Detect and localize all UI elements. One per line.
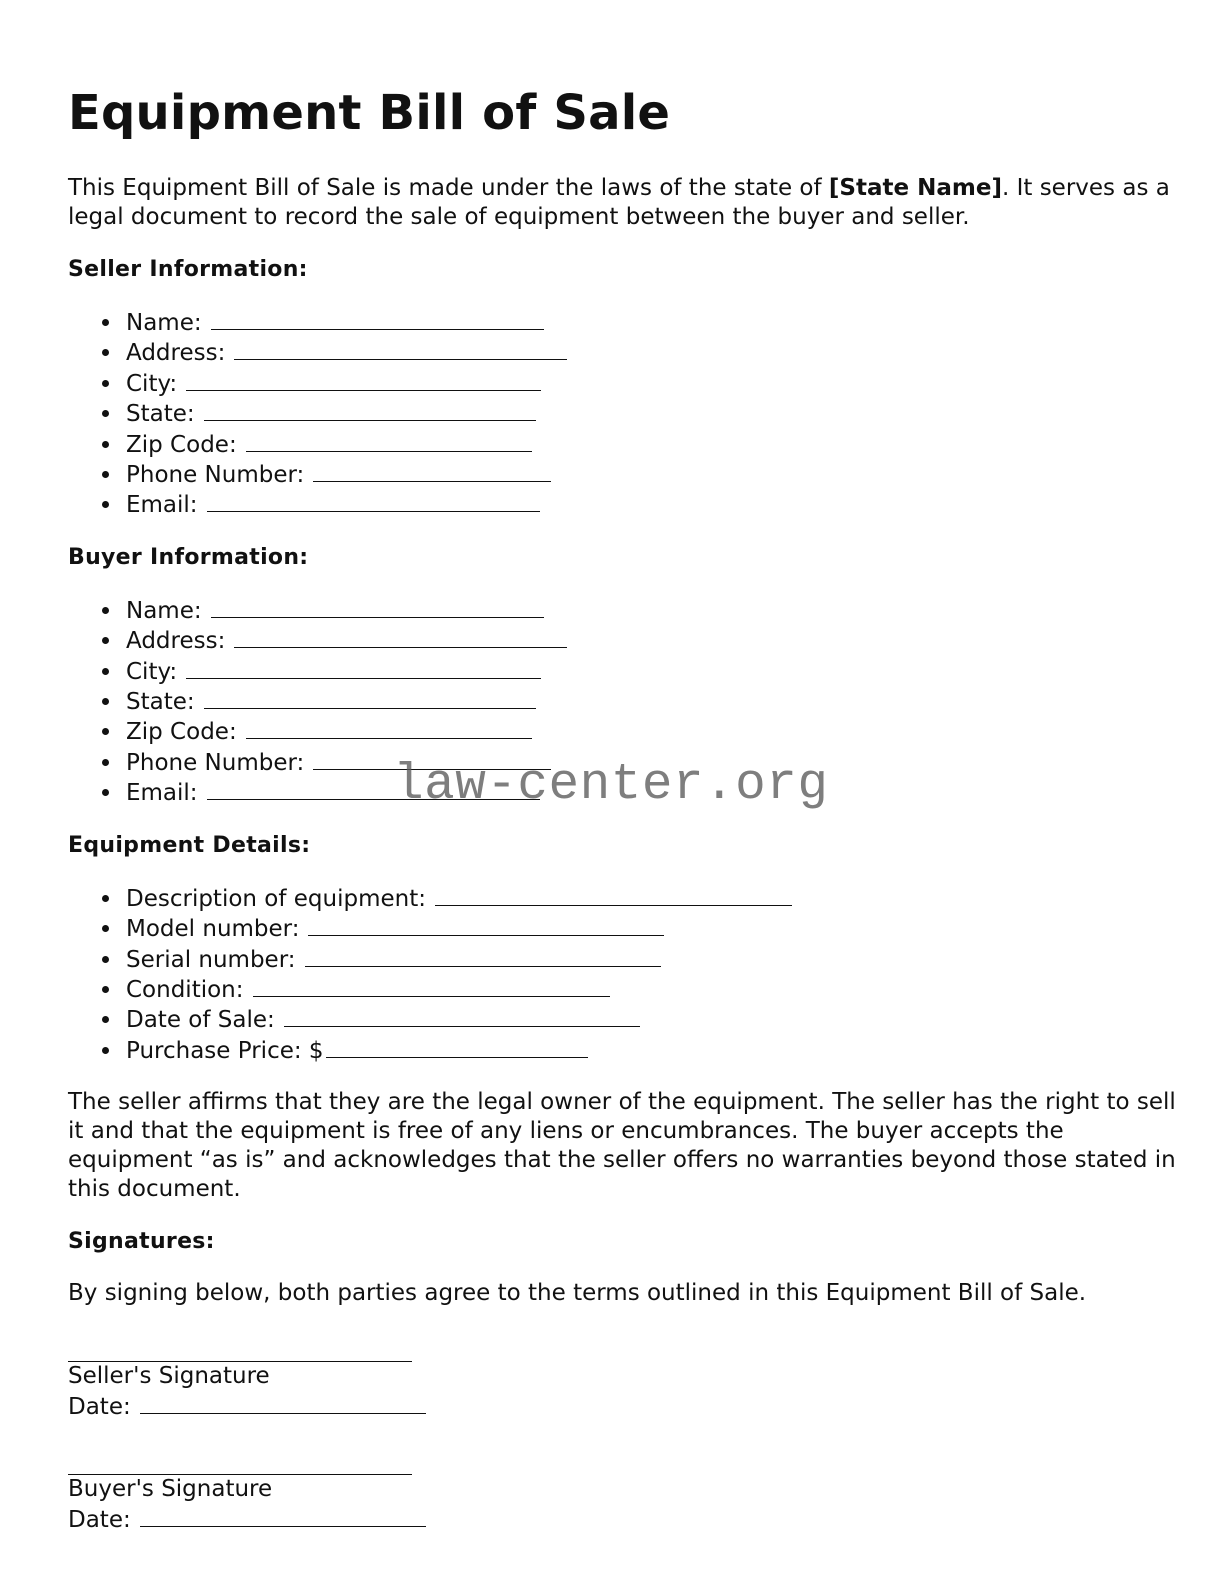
equipment-price-item — [126, 1035, 1178, 1065]
affirmation-paragraph: The seller affirms that they are the legal owner of the equipment. The seller has the right to sell it and that the equipment is free of any liens or encumbrances. The buyer accepts the equipment “as is” and acknowledges that the seller offers no warranties beyond those stated in this document. — [68, 1089, 1176, 1203]
intro-text-after: . It serves as a legal document to record the sale of equipment between the buyer and seller. — [68, 175, 1170, 230]
seller-signature-block — [68, 1337, 1178, 1421]
equipment-description-blank[interactable] — [435, 883, 792, 906]
signatures-heading: Signatures: — [68, 1229, 215, 1255]
equipment-model-item — [126, 913, 1178, 943]
equipment-description-item — [126, 883, 1178, 913]
seller-signature-label: Seller's Signature — [68, 1363, 270, 1390]
date-label: Date: — [68, 1506, 131, 1533]
buyer-zip-blank[interactable] — [246, 716, 532, 739]
watermark-text: law-center.org — [393, 757, 829, 814]
field-label: State: — [126, 401, 195, 428]
field-label: Address: — [126, 340, 226, 367]
field-label: Description of equipment: — [126, 885, 426, 912]
equipment-model-blank[interactable] — [308, 913, 664, 936]
field-label: Model number: — [126, 916, 300, 943]
seller-city-blank[interactable] — [186, 368, 541, 391]
field-label: State: — [126, 689, 195, 716]
seller-date-row — [68, 1391, 1178, 1422]
buyer-state-item — [126, 686, 1178, 716]
state-name-placeholder: [State Name] — [828, 175, 1002, 201]
equipment-fields-list — [68, 883, 1178, 1065]
field-label: Condition: — [126, 976, 244, 1003]
document-title: Equipment Bill of Sale — [68, 85, 671, 141]
intro-text-before: This Equipment Bill of Sale is made under the laws of the state of — [68, 175, 829, 201]
buyer-zip-item — [126, 716, 1178, 746]
seller-email-blank[interactable] — [207, 489, 540, 512]
seller-zip-blank[interactable] — [246, 429, 532, 452]
buyer-name-blank[interactable] — [211, 595, 544, 618]
buyer-state-blank[interactable] — [204, 686, 536, 709]
seller-heading: Seller Information: — [68, 257, 308, 282]
seller-phone-item — [126, 459, 1178, 489]
buyer-address-item — [126, 625, 1178, 655]
seller-zip-item — [126, 429, 1178, 459]
seller-email-item — [126, 489, 1178, 519]
buyer-city-blank[interactable] — [186, 656, 541, 679]
field-label: Zip Code: — [126, 431, 237, 458]
buyer-signature-line[interactable] — [68, 1450, 412, 1475]
buyer-address-blank[interactable] — [234, 625, 567, 648]
field-label: Purchase Price: $ — [126, 1037, 324, 1064]
seller-state-item — [126, 398, 1178, 428]
seller-date-blank[interactable] — [140, 1391, 426, 1414]
equipment-condition-item — [126, 974, 1178, 1004]
intro-paragraph — [68, 174, 1178, 232]
field-label: Email: — [126, 492, 198, 519]
equipment-price-blank[interactable] — [326, 1035, 588, 1058]
field-label: Phone Number: — [126, 749, 305, 776]
seller-fields-list — [68, 307, 1178, 520]
field-label: Name: — [126, 597, 202, 624]
field-label: City: — [126, 658, 178, 685]
seller-city-item — [126, 368, 1178, 398]
date-label: Date: — [68, 1393, 131, 1420]
field-label: Email: — [126, 780, 198, 807]
equipment-date-item — [126, 1004, 1178, 1034]
equipment-serial-item — [126, 944, 1178, 974]
seller-state-blank[interactable] — [204, 398, 536, 421]
seller-address-blank[interactable] — [234, 337, 567, 360]
equipment-serial-blank[interactable] — [305, 944, 661, 967]
document-page — [68, 80, 1178, 1563]
buyer-city-item — [126, 656, 1178, 686]
field-label: Date of Sale: — [126, 1007, 275, 1034]
buyer-name-item — [126, 595, 1178, 625]
buyer-heading: Buyer Information: — [68, 544, 309, 570]
buyer-date-row — [68, 1504, 1178, 1535]
field-label: Name: — [126, 310, 202, 336]
seller-address-item — [126, 337, 1178, 367]
field-label: Zip Code: — [126, 719, 237, 746]
field-label: City: — [126, 370, 178, 397]
equipment-heading: Equipment Details: — [68, 832, 311, 858]
seller-name-blank[interactable] — [211, 307, 544, 330]
agreement-paragraph: By signing below, both parties agree to the terms outlined in this Equipment Bill of Sale. — [68, 1280, 1087, 1307]
field-label: Phone Number: — [126, 462, 305, 489]
buyer-signature-label: Buyer's Signature — [68, 1476, 273, 1503]
seller-name-item — [126, 307, 1178, 337]
buyer-signature-block — [68, 1450, 1178, 1534]
buyer-date-blank[interactable] — [140, 1504, 426, 1527]
equipment-date-blank[interactable] — [284, 1004, 640, 1027]
seller-signature-line[interactable] — [68, 1337, 412, 1362]
field-label: Serial number: — [126, 946, 296, 973]
equipment-condition-blank[interactable] — [253, 974, 610, 997]
field-label: Address: — [126, 628, 226, 655]
seller-phone-blank[interactable] — [313, 459, 551, 482]
